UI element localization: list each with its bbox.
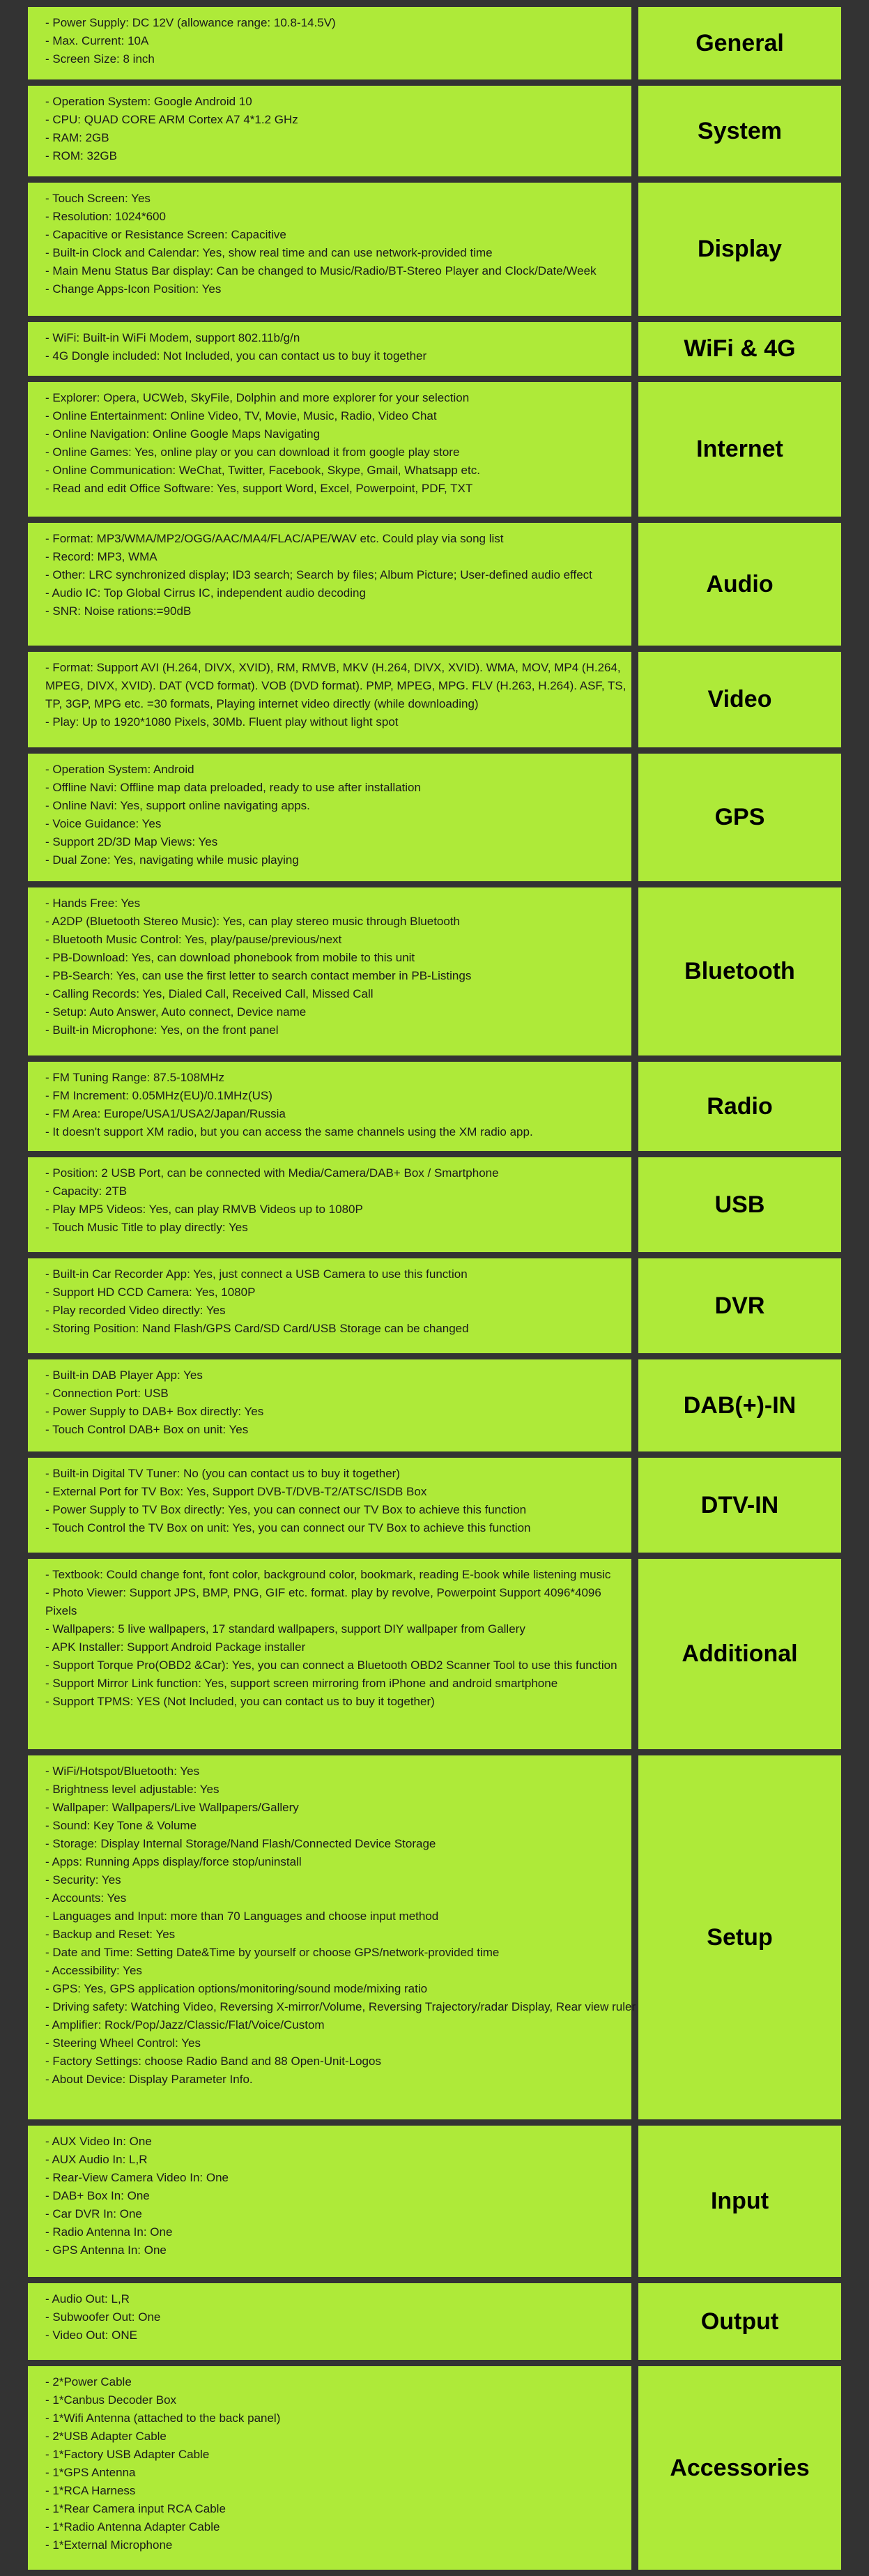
- spec-line: - Power Supply to DAB+ Box directly: Yes: [45, 1405, 264, 1418]
- spec-line: - PB-Search: Yes, can use the first letter to search contact member in PB-Listings: [45, 969, 472, 982]
- spec-row: [0, 183, 869, 316]
- spec-line: - Online Navi: Yes, support online navigating apps.: [45, 799, 310, 812]
- category-label: Setup: [707, 1923, 773, 1951]
- category-label: Bluetooth: [684, 958, 795, 984]
- spec-line: - Screen Size: 8 inch: [45, 52, 155, 66]
- spec-row: [0, 7, 869, 79]
- spec-line: - Record: MP3, WMA: [45, 550, 157, 563]
- spec-details: [28, 183, 631, 316]
- spec-line: - Position: 2 USB Port, can be connected with Media/Camera/DAB+ Box / Smartphone: [45, 1166, 499, 1180]
- spec-line: - 1*Rear Camera input RCA Cable: [45, 2502, 226, 2515]
- spec-row: [0, 887, 869, 1055]
- spec-line: - DAB+ Box In: One: [45, 2189, 150, 2202]
- spec-row: [0, 1359, 869, 1451]
- category-cell: [638, 86, 841, 176]
- spec-line: - Storing Position: Nand Flash/GPS Card/SD Card/USB Storage can be changed: [45, 1322, 469, 1335]
- category-label: Internet: [696, 436, 783, 462]
- spec-details: [28, 652, 631, 747]
- category-cell: [638, 754, 841, 881]
- spec-line: - About Device: Display Parameter Info.: [45, 2073, 253, 2086]
- category-label: Video: [707, 686, 772, 712]
- spec-line: - Photo Viewer: Support JPS, BMP, PNG, GIF etc. format. play by revolve, Powerpoint Support 4096*4096 Pixels: [45, 1586, 601, 1617]
- spec-row: [0, 652, 869, 747]
- category-cell: [638, 183, 841, 316]
- category-label: Radio: [707, 1092, 773, 1120]
- category-cell: [638, 1258, 841, 1353]
- spec-line: - AUX Audio In: L,R: [45, 2153, 148, 2166]
- spec-details: [28, 754, 631, 881]
- spec-line: - Power Supply to TV Box directly: Yes, you can connect our TV Box to achieve this function: [45, 1503, 527, 1516]
- spec-details: [28, 2366, 631, 2570]
- category-cell: [638, 7, 841, 79]
- spec-line: - Hands Free: Yes: [45, 897, 141, 910]
- spec-details: [28, 86, 631, 176]
- spec-line: - Driving safety: Watching Video, Reversing X-mirror/Volume, Reversing Trajectory/radar Display, Rear view ruler: [45, 2000, 636, 2013]
- spec-line: - 4G Dongle included: Not Included, you can contact us to buy it together: [45, 349, 427, 363]
- category-label: Audio: [706, 570, 774, 597]
- spec-details: [28, 1359, 631, 1451]
- spec-row: [0, 1559, 869, 1749]
- category-label: DVR: [714, 1292, 765, 1319]
- spec-line: - Explorer: Opera, UCWeb, SkyFile, Dolphin and more explorer for your selection: [45, 391, 470, 404]
- spec-line: - 1*Radio Antenna Adapter Cable: [45, 2520, 220, 2533]
- category-label: USB: [714, 1191, 765, 1218]
- spec-line: - 1*RCA Harness: [45, 2484, 136, 2497]
- spec-line: - Capacitive or Resistance Screen: Capacitive: [45, 228, 286, 241]
- category-cell: [638, 1755, 841, 2119]
- spec-details: [28, 7, 631, 79]
- category-label: GPS: [714, 804, 765, 830]
- spec-line: - PB-Download: Yes, can download phonebook from mobile to this unit: [45, 951, 415, 964]
- spec-details: [28, 2283, 631, 2360]
- spec-line: - Voice Guidance: Yes: [45, 817, 162, 830]
- spec-line: - Bluetooth Music Control: Yes, play/pause/previous/next: [45, 933, 342, 946]
- spec-line: - Subwoofer Out: One: [45, 2310, 161, 2324]
- spec-row: [0, 1458, 869, 1553]
- spec-line: - Resolution: 1024*600: [45, 210, 166, 223]
- spec-line: - Main Menu Status Bar display: Can be changed to Music/Radio/BT-Stereo Player and Clock/Date/Week: [45, 264, 597, 277]
- spec-line: - A2DP (Bluetooth Stereo Music): Yes, can play stereo music through Bluetooth: [45, 915, 461, 928]
- spec-details: [28, 322, 631, 376]
- spec-line: - Apps: Running Apps display/force stop/uninstall: [45, 1855, 302, 1868]
- spec-line: - Support Mirror Link function: Yes, support screen mirroring from iPhone and android smartphone: [45, 1677, 558, 1690]
- spec-line: - Built-in Microphone: Yes, on the front panel: [45, 1023, 279, 1037]
- spec-line: - Backup and Reset: Yes: [45, 1928, 176, 1941]
- spec-line: - Brightness level adjustable: Yes: [45, 1783, 220, 1796]
- spec-line: - Read and edit Office Software: Yes, support Word, Excel, Powerpoint, PDF, TXT: [45, 482, 473, 495]
- spec-line: - FM Increment: 0.05MHz(EU)/0.1MHz(US): [45, 1089, 272, 1102]
- spec-line: - 2*USB Adapter Cable: [45, 2430, 167, 2443]
- spec-details: [28, 1755, 636, 2119]
- spec-line: - WiFi/Hotspot/Bluetooth: Yes: [45, 1765, 200, 1778]
- spec-line: - Touch Screen: Yes: [45, 192, 151, 205]
- spec-row: [0, 2283, 869, 2360]
- spec-line: - Steering Wheel Control: Yes: [45, 2036, 201, 2050]
- category-label: DTV-IN: [700, 1491, 779, 1518]
- spec-row: [0, 2366, 869, 2570]
- spec-row: [0, 1062, 869, 1151]
- category-cell: [638, 322, 841, 376]
- category-label: General: [695, 29, 784, 56]
- spec-row: [0, 86, 869, 176]
- spec-line: - GPS Antenna In: One: [45, 2243, 167, 2257]
- spec-line: - APK Installer: Support Android Package installer: [45, 1640, 306, 1654]
- category-label: Accessories: [670, 2454, 810, 2481]
- spec-line: - Built-in Clock and Calendar: Yes, show real time and can use network-provided time: [45, 246, 493, 259]
- spec-details: [28, 523, 631, 646]
- spec-row: [0, 1258, 869, 1353]
- spec-line: - Change Apps-Icon Position: Yes: [45, 282, 222, 296]
- category-cell: [638, 1062, 841, 1151]
- spec-line: - Play MP5 Videos: Yes, can play RMVB Videos up to 1080P: [45, 1203, 363, 1216]
- category-cell: [638, 2283, 841, 2360]
- spec-row: [0, 754, 869, 881]
- spec-line: - FM Area: Europe/USA1/USA2/Japan/Russia: [45, 1107, 286, 1120]
- spec-line: - Textbook: Could change font, font color, background color, bookmark, reading E-book while listening music: [45, 1568, 611, 1581]
- spec-table: [0, 7, 869, 2576]
- spec-row: [0, 2126, 869, 2277]
- spec-line: - Online Entertainment: Online Video, TV, Movie, Music, Radio, Video Chat: [45, 409, 437, 422]
- spec-line: - Max. Current: 10A: [45, 34, 149, 47]
- spec-line: - Storage: Display Internal Storage/Nand Flash/Connected Device Storage: [45, 1837, 436, 1850]
- spec-line: - Online Navigation: Online Google Maps Navigating: [45, 427, 321, 441]
- spec-line: - Support Torque Pro(OBD2 &Car): Yes, you can connect a Bluetooth OBD2 Scanner Tool to use this function: [45, 1659, 617, 1672]
- spec-line: - Factory Settings: choose Radio Band and 88 Open-Unit-Logos: [45, 2055, 381, 2068]
- category-cell: [638, 1359, 841, 1451]
- category-cell: [638, 382, 841, 517]
- spec-line: - WiFi: Built-in WiFi Modem, support 802.11b/g/n: [45, 331, 300, 344]
- spec-line: - Setup: Auto Answer, Auto connect, Device name: [45, 1005, 307, 1019]
- spec-line: - Play: Up to 1920*1080 Pixels, 30Mb. Fluent play without light spot: [45, 715, 399, 729]
- spec-line: - Wallpapers: 5 live wallpapers, 17 standard wallpapers, support DIY wallpaper from Gallery: [45, 1622, 525, 1636]
- spec-row: [0, 523, 869, 646]
- category-label: System: [698, 117, 782, 144]
- spec-line: - Power Supply: DC 12V (allowance range: 10.8-14.5V): [45, 16, 336, 29]
- spec-line: - External Port for TV Box: Yes, Support DVB-T/DVB-T2/ATSC/ISDB Box: [45, 1485, 427, 1498]
- spec-line: - Audio Out: L,R: [45, 2292, 130, 2306]
- spec-details: [28, 1258, 631, 1353]
- category-label: Input: [710, 2188, 769, 2214]
- spec-line: - SNR: Noise rations:=90dB: [45, 604, 192, 618]
- spec-line: - Rear-View Camera Video In: One: [45, 2171, 229, 2184]
- category-cell: [638, 652, 841, 747]
- spec-line: - Built-in Digital TV Tuner: No (you can contact us to buy it together): [45, 1467, 400, 1480]
- spec-line: - It doesn't support XM radio, but you can access the same channels using the XM radio app.: [45, 1125, 533, 1138]
- spec-line: - Support 2D/3D Map Views: Yes: [45, 835, 218, 848]
- spec-line: - 1*Wifi Antenna (attached to the back panel): [45, 2411, 281, 2425]
- spec-line: - 1*Canbus Decoder Box: [45, 2393, 177, 2407]
- category-cell: [638, 523, 841, 646]
- category-label: Output: [700, 2308, 779, 2335]
- spec-line: - Offline Navi: Offline map data preloaded, ready to use after installation: [45, 781, 421, 794]
- spec-line: - 1*External Microphone: [45, 2538, 173, 2552]
- spec-line: - Wallpaper: Wallpapers/Live Wallpapers/Gallery: [45, 1801, 299, 1814]
- category-cell: [638, 2126, 841, 2277]
- spec-line: - Video Out: ONE: [45, 2329, 137, 2342]
- spec-details: [28, 1157, 631, 1252]
- spec-line: - AUX Video In: One: [45, 2135, 152, 2148]
- spec-line: - Sound: Key Tone & Volume: [45, 1819, 197, 1832]
- spec-line: - 1*GPS Antenna: [45, 2466, 136, 2479]
- spec-line: - Calling Records: Yes, Dialed Call, Received Call, Missed Call: [45, 987, 374, 1000]
- spec-details: [28, 382, 631, 517]
- spec-line: - 1*Factory USB Adapter Cable: [45, 2448, 210, 2461]
- spec-line: - Connection Port: USB: [45, 1387, 169, 1400]
- spec-details: [28, 1559, 631, 1749]
- spec-line: - Operation System: Android: [45, 763, 194, 776]
- spec-details: [28, 1458, 631, 1553]
- spec-line: - 2*Power Cable: [45, 2375, 132, 2388]
- category-cell: [638, 887, 841, 1055]
- spec-line: - Date and Time: Setting Date&Time by yourself or choose GPS/network-provided time: [45, 1946, 500, 1959]
- spec-line: - Touch Music Title to play directly: Yes: [45, 1221, 248, 1234]
- category-cell: [638, 2366, 841, 2570]
- spec-line: - Touch Control DAB+ Box on unit: Yes: [45, 1423, 249, 1436]
- category-cell: [638, 1157, 841, 1252]
- spec-line: - Amplifier: Rock/Pop/Jazz/Classic/Flat/Voice/Custom: [45, 2018, 325, 2032]
- spec-line: - Radio Antenna In: One: [45, 2225, 173, 2239]
- spec-line: - Operation System: Google Android 10: [45, 95, 252, 108]
- spec-line: - Online Games: Yes, online play or you can download it from google play store: [45, 445, 460, 459]
- category-cell: [638, 1559, 841, 1749]
- spec-line: - Dual Zone: Yes, navigating while music playing: [45, 853, 299, 867]
- spec-line: - Format: MP3/WMA/MP2/OGG/AAC/MA4/FLAC/APE/WAV etc. Could play via song list: [45, 532, 504, 545]
- spec-line: - Format: Support AVI (H.264, DIVX, XVID), RM, RMVB, MKV (H.264, DIVX, XVID). WMA, MOV, MP4 (H.264, MPEG, DIVX, XVID). DAT (VCD format). VOB (DVD format). PMP, MPEG, MPG. FLV (H.263, H.264). ASF, TS, TP, 3GP, MPG etc. =30 formats, Playing internet video directly (while downloading): [45, 661, 626, 710]
- spec-line: - Capacity: 2TB: [45, 1184, 128, 1198]
- spec-line: - Online Communication: WeChat, Twitter, Facebook, Skype, Gmail, Whatsapp etc.: [45, 464, 480, 477]
- spec-details: [28, 2126, 631, 2277]
- category-label: WiFi & 4G: [684, 335, 796, 362]
- category-label: Display: [698, 236, 782, 262]
- spec-line: - FM Tuning Range: 87.5-108MHz: [45, 1071, 225, 1084]
- spec-line: - Audio IC: Top Global Cirrus IC, independent audio decoding: [45, 586, 366, 600]
- spec-line: - Built-in Car Recorder App: Yes, just connect a USB Camera to use this function: [45, 1267, 468, 1281]
- spec-line: - RAM: 2GB: [45, 131, 109, 144]
- spec-line: - Play recorded Video directly: Yes: [45, 1304, 226, 1317]
- spec-details: [28, 887, 631, 1055]
- category-cell: [638, 1458, 841, 1553]
- spec-line: - Languages and Input: more than 70 Languages and choose input method: [45, 1910, 439, 1923]
- spec-line: - Other: LRC synchronized display; ID3 search; Search by files; Album Picture; User-defined audio effect: [45, 568, 592, 581]
- spec-line: - Accessibility: Yes: [45, 1964, 142, 1977]
- spec-line: - Car DVR In: One: [45, 2207, 142, 2220]
- spec-row: [0, 322, 869, 376]
- spec-details: [28, 1062, 631, 1151]
- spec-line: - Support HD CCD Camera: Yes, 1080P: [45, 1286, 256, 1299]
- spec-line: - Security: Yes: [45, 1873, 121, 1887]
- category-label: Additional: [682, 1640, 798, 1667]
- spec-line: - Touch Control the TV Box on unit: Yes, you can connect our TV Box to achieve this function: [45, 1521, 531, 1534]
- spec-line: - CPU: QUAD CORE ARM Cortex A7 4*1.2 GHz: [45, 113, 298, 126]
- spec-line: - Support TPMS: YES (Not Included, you can contact us to buy it together): [45, 1695, 435, 1708]
- spec-line: - Built-in DAB Player App: Yes: [45, 1369, 203, 1382]
- category-label: DAB(+)-IN: [683, 1392, 797, 1419]
- spec-line: - Accounts: Yes: [45, 1891, 127, 1905]
- spec-line: - GPS: Yes, GPS application options/monitoring/sound mode/mixing ratio: [45, 1982, 428, 1995]
- spec-row: [0, 1157, 869, 1252]
- spec-row: [0, 1755, 869, 2119]
- spec-line: - ROM: 32GB: [45, 149, 117, 162]
- spec-row: [0, 382, 869, 517]
